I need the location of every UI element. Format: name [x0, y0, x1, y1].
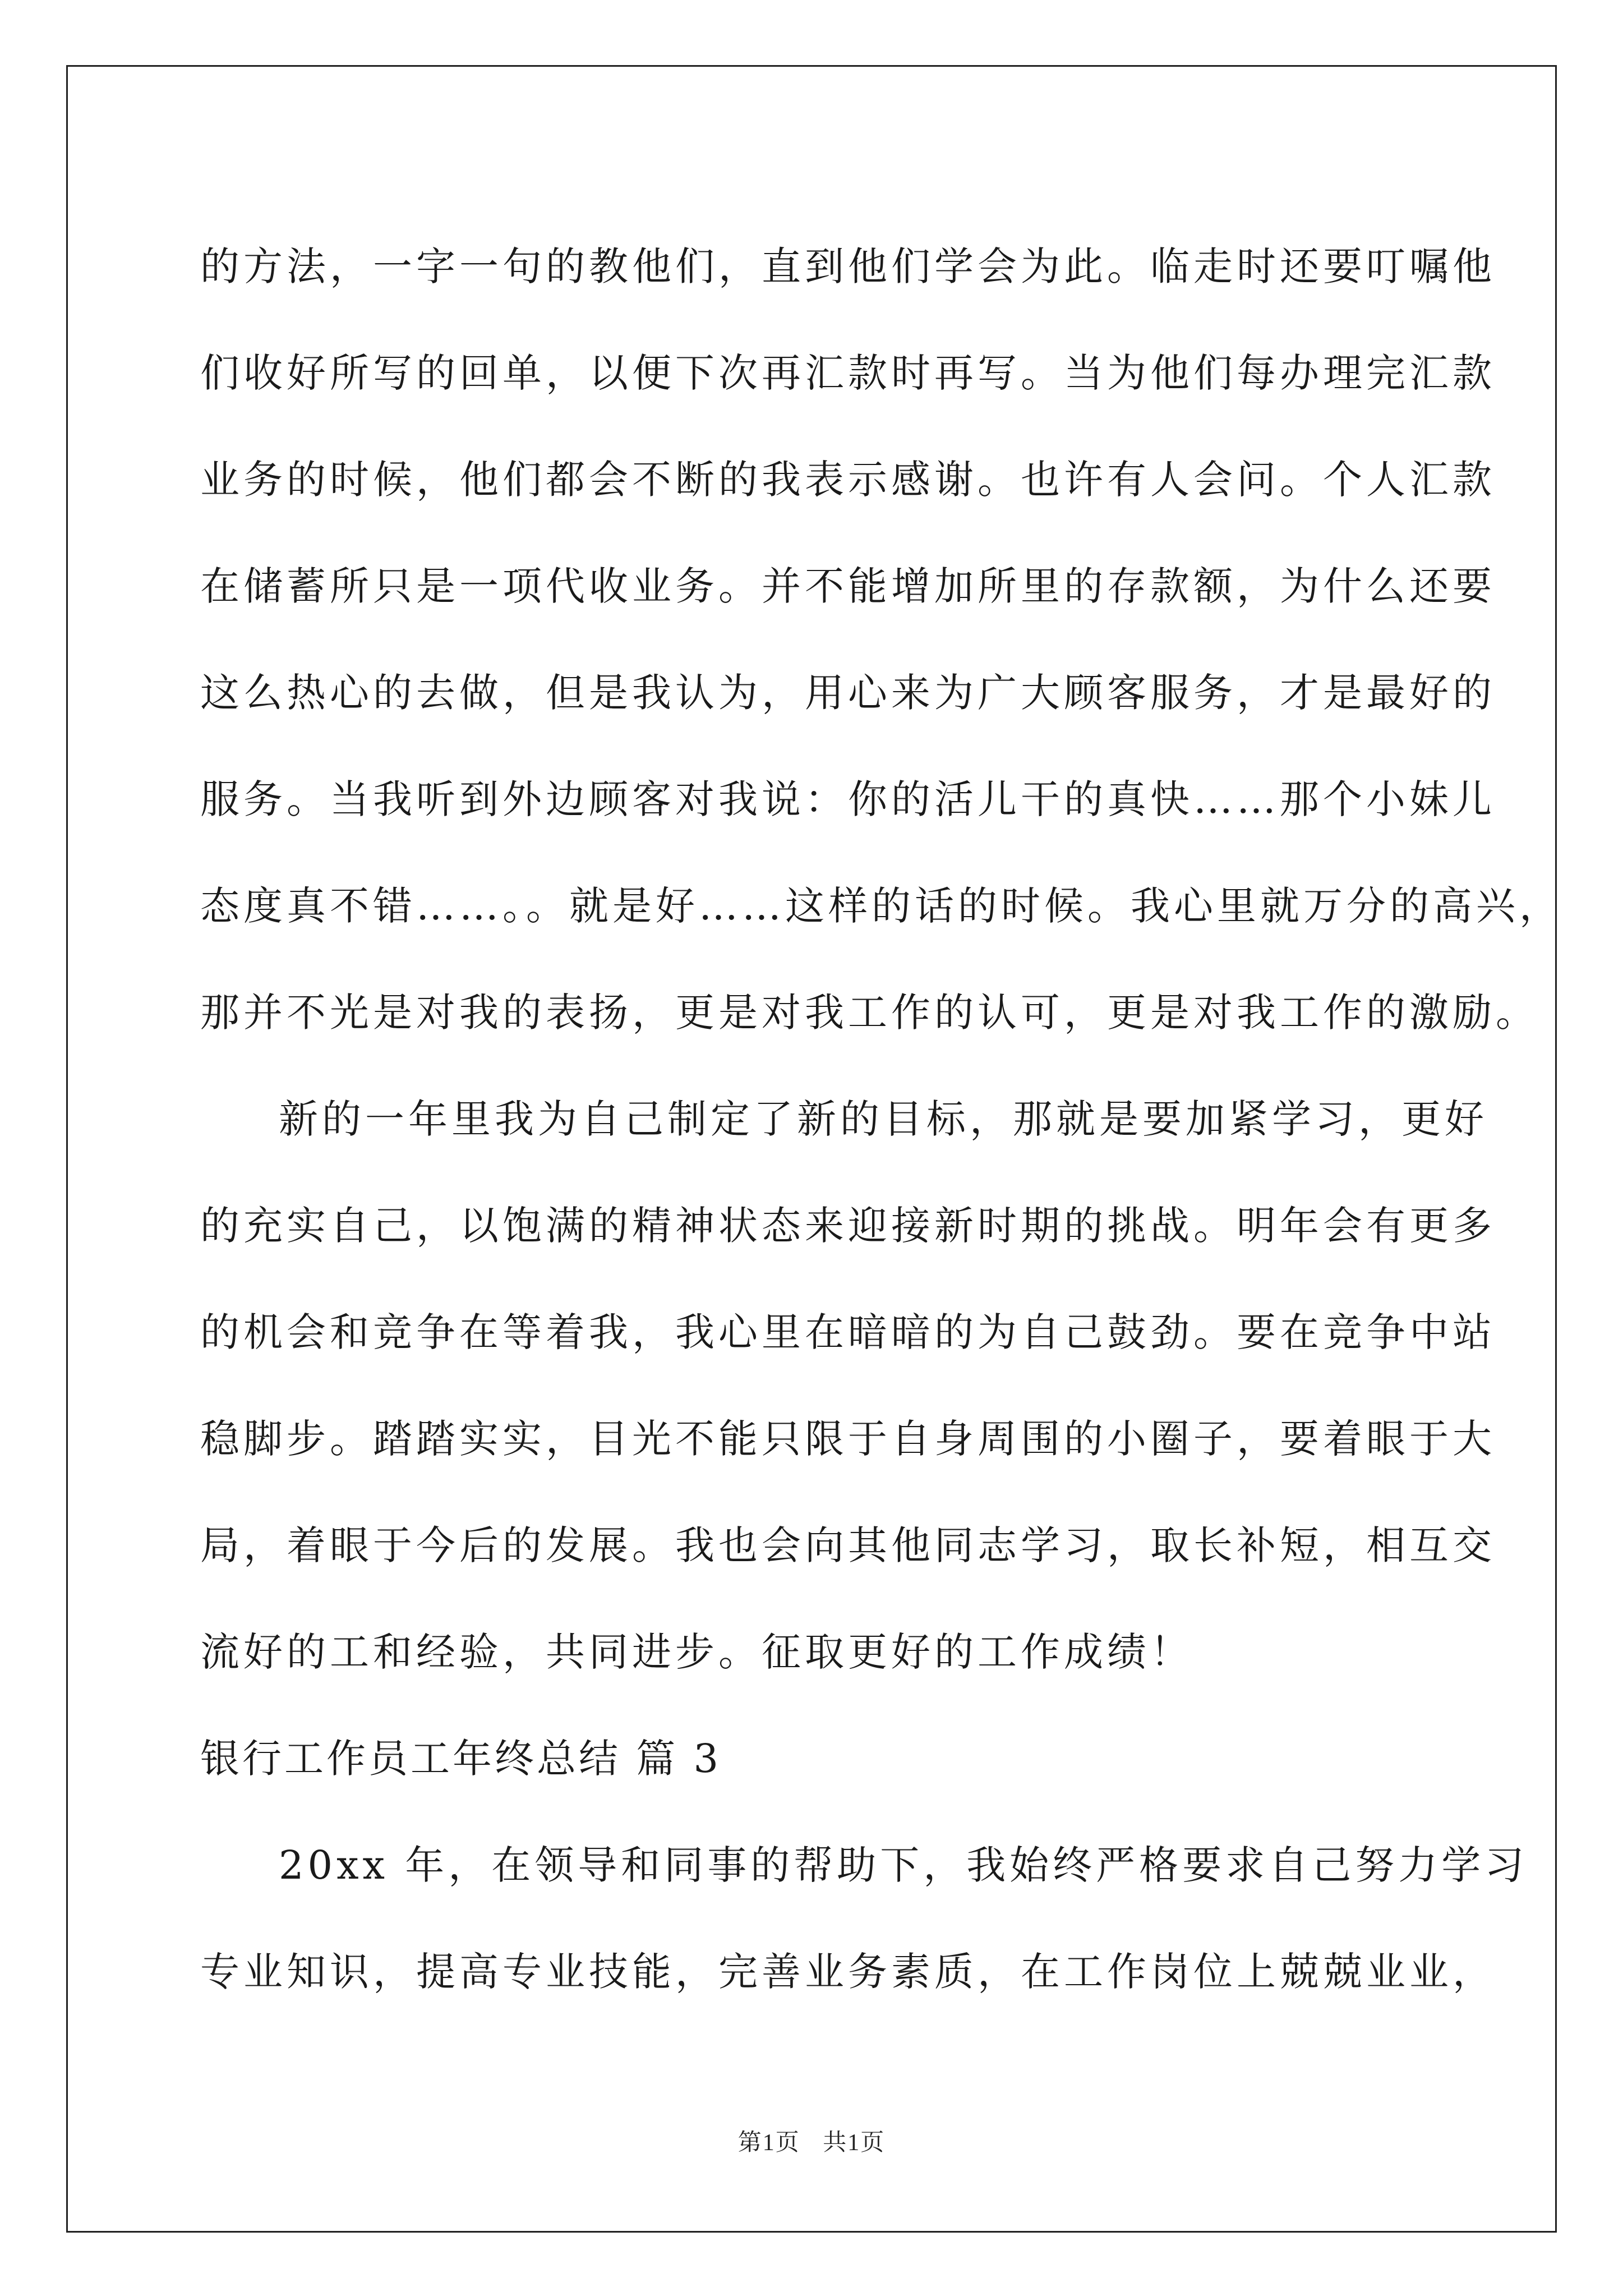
text-line: 态度真不错……。。就是好……这样的话的时候。我心里就万分的高兴， [200, 883, 1562, 929]
text-line: 流好的工和经验，共同进步。征取更好的工作成绩！ [200, 1629, 1193, 1675]
page-total: 共1页 [823, 2130, 886, 2156]
text-line: 业务的时候，他们都会不断的我表示感谢。也许有人会问。个人汇款 [200, 457, 1496, 503]
text-line: 稳脚步。踏踏实实，目光不能只限于自身周围的小圈子，要着眼于大 [200, 1416, 1496, 1462]
text-line: 们收好所写的回单，以便下次再汇款时再写。当为他们每办理完汇款 [200, 350, 1496, 396]
text-line: 专业知识，提高专业技能，完善业务素质，在工作岗位上兢兢业业， [200, 1949, 1496, 1995]
page-footer [0, 2124, 1623, 2157]
text-line: 的方法，一字一句的教他们，直到他们学会为此。临走时还要叮嘱他 [200, 243, 1496, 289]
paragraph-start-line: 新的一年里我为自己制定了新的目标，那就是要加紧学习，更好 [279, 1096, 1488, 1142]
text-line: 的机会和竞争在等着我，我心里在暗暗的为自己鼓劲。要在竞争中站 [200, 1309, 1496, 1355]
page-number: 第1页 [737, 2130, 800, 2156]
text-line: 这么热心的去做，但是我认为，用心来为广大顾客服务，才是最好的 [200, 670, 1496, 716]
text-line: 在储蓄所只是一项代收业务。并不能增加所里的存款额，为什么还要 [200, 563, 1496, 609]
text-line: 的充实自己，以饱满的精神状态来迎接新时期的挑战。明年会有更多 [200, 1203, 1496, 1249]
document-body [200, 213, 1562, 2025]
text-line: 局，着眼于今后的发展。我也会向其他同志学习，取长补短，相互交 [200, 1522, 1496, 1568]
section-heading: 银行工作员工年终总结 篇 3 [200, 1736, 722, 1782]
paragraph-start-line: 20xx 年，在领导和同事的帮助下，我始终严格要求自己努力学习 [279, 1842, 1528, 1888]
text-line: 那并不光是对我的表扬，更是对我工作的认可，更是对我工作的激励。 [200, 990, 1539, 1036]
text-line: 服务。当我听到外边顾客对我说：你的活儿干的真快……那个小妹儿 [200, 776, 1496, 822]
